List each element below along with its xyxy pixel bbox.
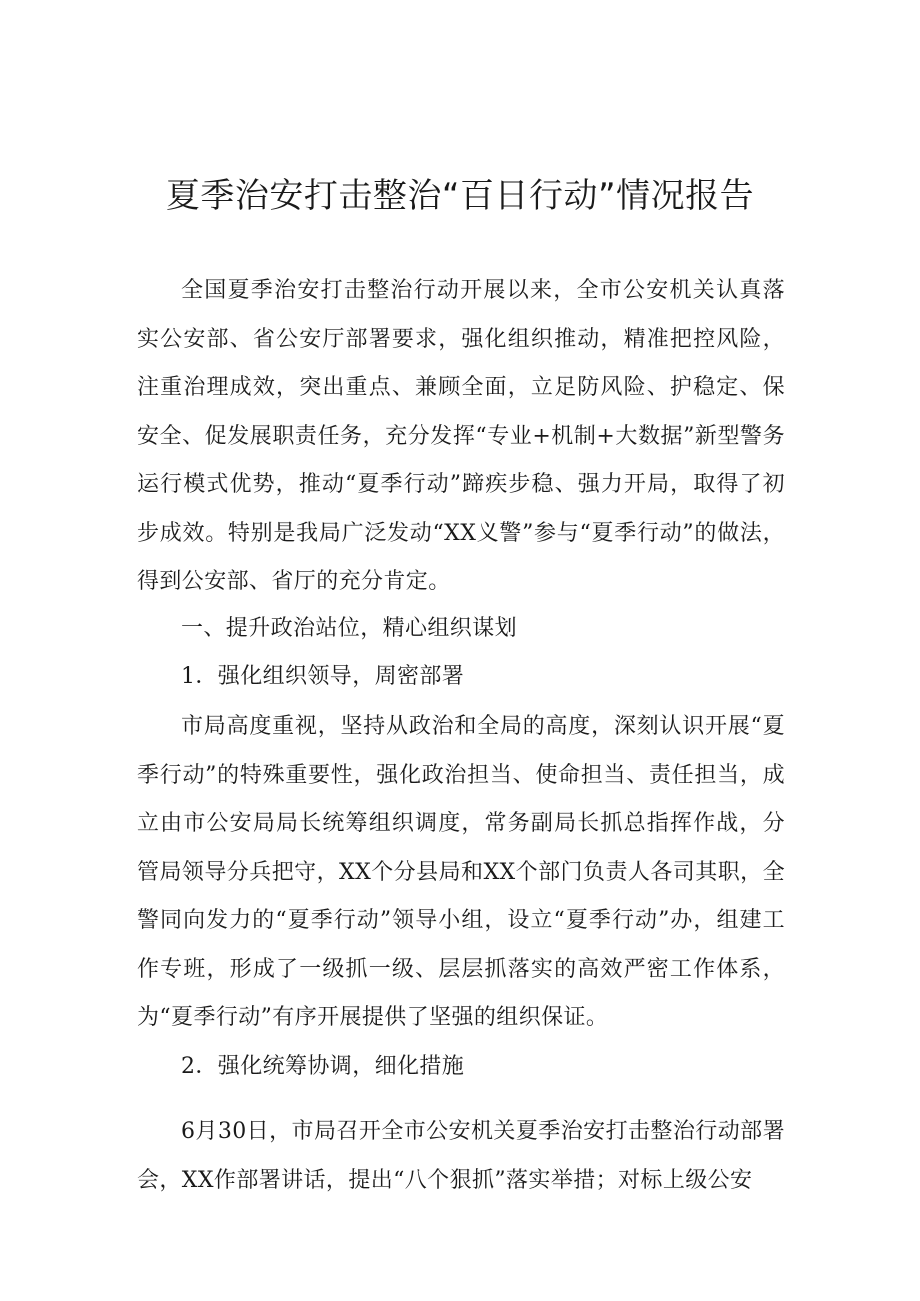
subsection-heading-2: 2．强化统筹协调，细化措施: [181, 1054, 465, 1079]
subsection-heading-1: 1．强化组织领导，周密部署: [181, 664, 465, 689]
document-title: 夏季治安打击整治“百日行动”情况报告: [165, 176, 755, 216]
intro-paragraph: 全国夏季治安打击整治行动开展以来，全市公安机关认真落实公安部、省公安厅部署要求，强化组织推动，精准把控风险，注重治理成效，突出重点、兼顾全面，立足防风险、护稳定、保安全、促发展职责任务，充分发挥“专业+机制+大数据”新型警务运行模式优势，推动“夏季行动”蹄疾步稳、强力开局，取得了初步成效。特别是我局广泛发动“XX义警”参与“夏季行动”的做法，得到公安部、省厅的充分肯定。: [137, 278, 785, 594]
subsection-1-paragraph: 市局高度重视，坚持从政治和全局的高度，深刻认识开展“夏季行动”的特殊重要性，强化政治担当、使命担当、责任担当，成立由市公安局局长统筹组织调度，常务副局长抓总指挥作战，分管局领导分兵把守，XX个分县局和XX个部门负责人各司其职，全警同向发力的“夏季行动”领导小组，设立“夏季行动”办，组建工作专班，形成了一级抓一级、层层抓落实的高效严密工作体系，为“夏季行动”有序开展提供了坚强的组织保证。: [137, 714, 785, 1030]
section-heading-1: 一、提升政治站位，精心组织谋划: [181, 616, 518, 641]
subsection-2-paragraph: 6月30日，市局召开全市公安机关夏季治安打击整治行动部署会，XX作部署讲话，提出“八个狠抓”落实举措；对标上级公安: [137, 1119, 785, 1193]
